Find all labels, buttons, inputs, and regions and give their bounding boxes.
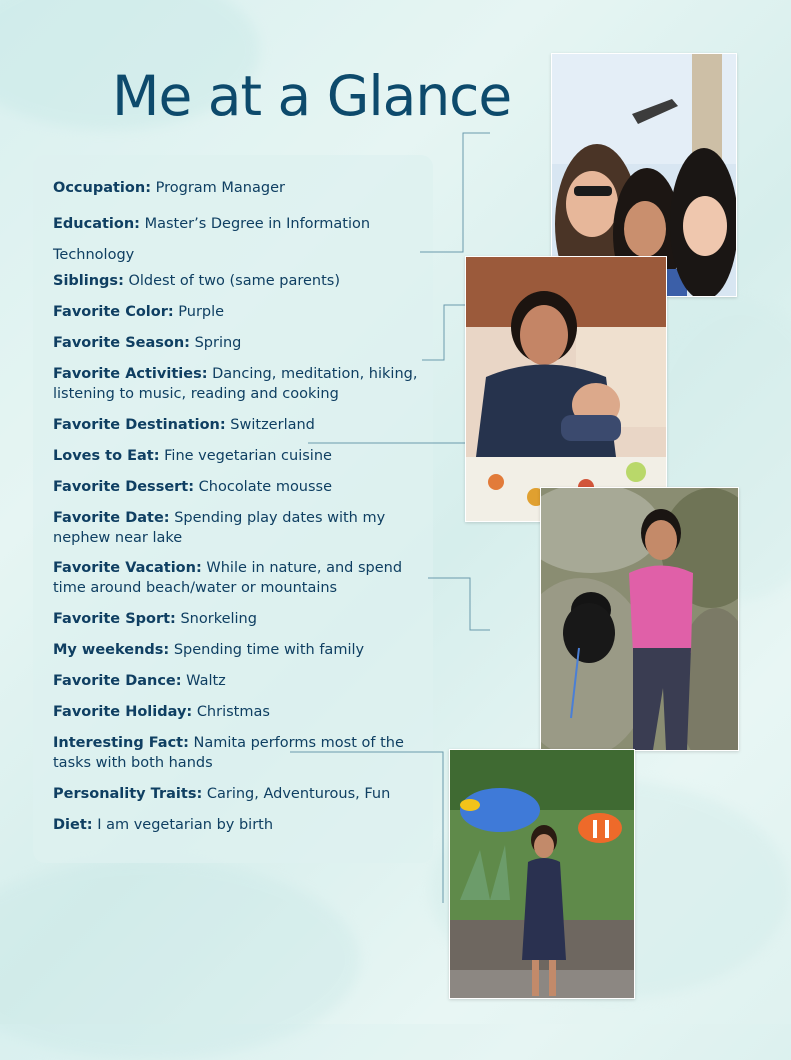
fact-value: Waltz bbox=[186, 673, 226, 689]
connector-line bbox=[290, 752, 443, 903]
fact-label: Favorite Date: bbox=[53, 510, 170, 526]
fact-value: Master’s Degree in Information Technology bbox=[53, 216, 371, 263]
fact-label: Favorite Dessert: bbox=[53, 479, 195, 495]
photo-hiking-with-dog bbox=[540, 487, 739, 751]
fact-label: Favorite Season: bbox=[53, 335, 190, 351]
fact-value: I am vegetarian by birth bbox=[97, 817, 274, 833]
fact-value: Chocolate mousse bbox=[198, 479, 333, 495]
connector-line bbox=[422, 305, 470, 360]
fact-label: Loves to Eat: bbox=[53, 448, 160, 464]
fact-value: Spring bbox=[194, 335, 242, 351]
fact-value: Program Manager bbox=[155, 180, 285, 196]
fact-value: Switzerland bbox=[230, 417, 315, 433]
fact-value: Christmas bbox=[196, 704, 270, 720]
photo-aquarium-park bbox=[449, 749, 635, 999]
fact-value: Namita performs most of the tasks with both hands bbox=[53, 735, 404, 771]
fact-value: Spending play dates with my nephew near lake bbox=[53, 510, 386, 546]
fact-value: Caring, Adventurous, Fun bbox=[206, 786, 391, 802]
fact-label: Favorite Vacation: bbox=[53, 560, 202, 576]
fact-value: Fine vegetarian cuisine bbox=[164, 448, 332, 464]
fact-label: Favorite Color: bbox=[53, 304, 174, 320]
fact-label: Education: bbox=[53, 216, 140, 232]
fact-label: Occupation: bbox=[53, 180, 151, 196]
fact-value: Oldest of two (same parents) bbox=[128, 273, 341, 289]
photo-with-nephew bbox=[465, 256, 667, 522]
fact-label: Favorite Dance: bbox=[53, 673, 182, 689]
page-title: Me at a Glance bbox=[112, 64, 512, 128]
fact-label: Diet: bbox=[53, 817, 93, 833]
fact-label: My weekends: bbox=[53, 642, 170, 658]
fact-label: Favorite Destination: bbox=[53, 417, 226, 433]
connector-line bbox=[420, 133, 490, 252]
fact-value: Purple bbox=[178, 304, 225, 320]
fact-value: While in nature, and spend time around beach/water or mountains bbox=[53, 560, 403, 596]
fact-value: Spending time with family bbox=[173, 642, 365, 658]
fact-value: Snorkeling bbox=[180, 611, 257, 627]
fact-label: Siblings: bbox=[53, 273, 124, 289]
fact-label: Interesting Fact: bbox=[53, 735, 189, 751]
fact-label: Personality Traits: bbox=[53, 786, 203, 802]
fact-value: Dancing, meditation, hiking, listening to music, reading and cooking bbox=[53, 366, 418, 402]
connector-line bbox=[428, 578, 490, 630]
fact-label: Favorite Holiday: bbox=[53, 704, 193, 720]
fact-label: Favorite Activities: bbox=[53, 366, 208, 382]
fact-label: Favorite Sport: bbox=[53, 611, 176, 627]
